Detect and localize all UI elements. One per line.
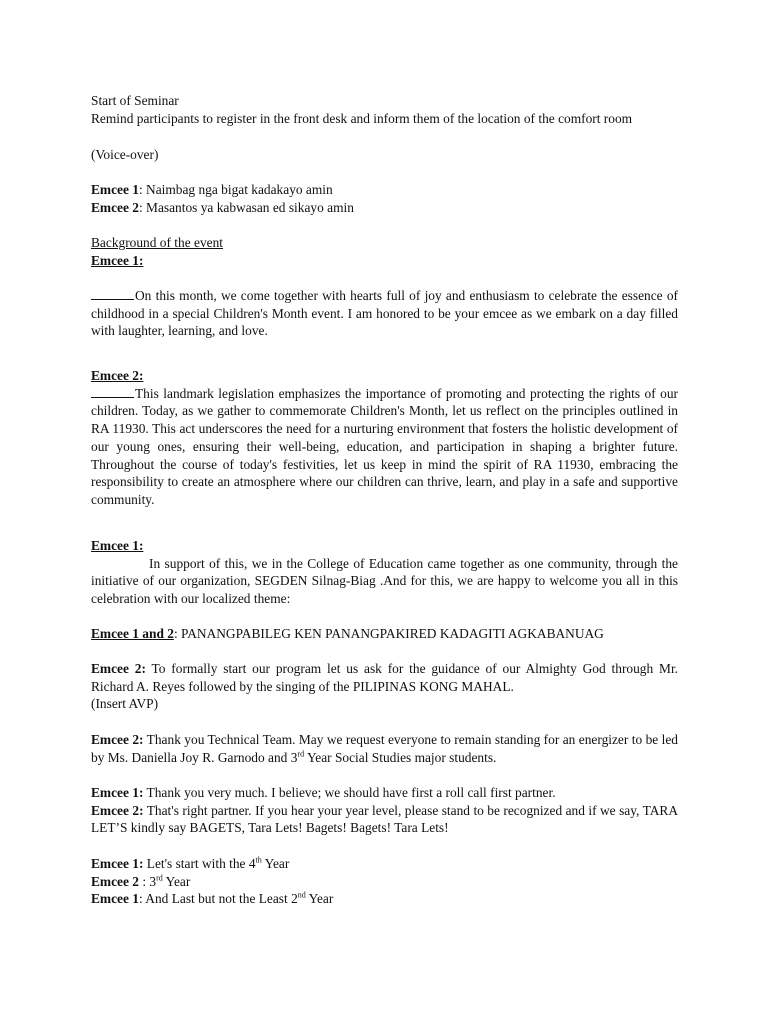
prayer-text-line — [91, 660, 678, 695]
rollcall-text: That's right partner. If you hear your year level, please stand to be recognized and if we say, TARA LET’S kindly say BAGETS, Tara Lets! Bagets! Bagets! Tara Lets! — [91, 802, 678, 836]
speaker-label: Emcee 1: — [91, 785, 144, 800]
theme-line — [91, 625, 678, 643]
thanks-section — [91, 731, 678, 766]
greetings — [91, 181, 678, 216]
greeting-text: : Naimbag nga bigat kadakayo amin — [138, 182, 333, 197]
start-title: Start of Seminar — [91, 93, 179, 108]
start-section — [91, 92, 678, 127]
emcee1-support-section — [91, 537, 678, 608]
greeting-text: : Masantos ya kabwasan ed sikayo amin — [138, 199, 354, 215]
paragraph-1-text: On this month, we come together with hearts full of joy and enthusiasm to celebrate the essence of childhood in a special Children's Month event. I am honored to be your emcee as we embark on a day filled with laughter, learning, and love. — [91, 288, 678, 339]
ordinal-suffix: rd — [156, 873, 163, 883]
paragraph-2 — [91, 385, 678, 509]
speaker-label: Emcee 1 — [91, 891, 139, 907]
voiceover-note: (Voice-over) — [91, 147, 159, 162]
greeting-line — [91, 181, 678, 199]
theme-text: : PANANGPABILEG KEN PANANGPAKIRED KADAGITI AGKABANUAG — [173, 626, 604, 641]
speaker-label: Emcee 2: — [91, 368, 144, 383]
paragraph-3-text: In support of this, we in the College of Education came together as one community, through the initiative of our organization, SEGDEN Silnag-Biag .And for this, we are happy to welcome you all in this celebration with our localized theme: — [91, 555, 678, 607]
speaker-label: Emcee 1: — [91, 538, 144, 553]
speaker-label: Emcee 2 — [91, 199, 139, 215]
speaker-label: Emcee 1: — [91, 856, 144, 871]
rollcall-line — [91, 802, 678, 837]
fill-in-blank — [91, 385, 134, 398]
emcee2-section — [91, 367, 678, 509]
background-heading: Background of the event — [91, 235, 224, 250]
paragraph-3 — [91, 555, 678, 608]
speaker-label: Emcee 2: — [91, 802, 144, 818]
thanks-text: Thank you Technical Team. May we request everyone to remain standing for an energizer to be led by Ms. Daniella Joy R. Garnodo and 3 — [91, 732, 678, 765]
rollcall-line — [91, 784, 678, 802]
speaker-label: Emcee 2: — [91, 661, 146, 676]
prayer-section — [91, 660, 678, 713]
speaker-label: Emcee 1 and 2 — [91, 626, 174, 641]
thanks-text-end: Year Social Studies major students. — [304, 749, 497, 765]
speaker-label: Emcee 2 — [91, 873, 139, 889]
ordinal-suffix: rd — [297, 749, 305, 759]
fill-in-blank — [91, 287, 134, 300]
year-line: Emcee 1: And Last but not the Least 2nd Year — [91, 890, 334, 907]
ordinal-suffix: nd — [297, 890, 306, 900]
speaker-label: Emcee 2: — [91, 732, 144, 747]
greeting-line — [91, 199, 678, 217]
start-remind: Remind participants to register in the front desk and inform them of the location of the comfort room — [91, 110, 633, 126]
rollcall-section — [91, 784, 678, 837]
year-line: Emcee 2 : 3rd Year — [91, 873, 191, 889]
year-levels — [91, 855, 678, 908]
paragraph-1 — [91, 287, 678, 340]
prayer-note: (Insert AVP) — [91, 696, 159, 712]
speaker-label: Emcee 1: — [91, 252, 144, 268]
paragraph-2-text: This landmark legislation emphasizes the importance of promoting and protecting the rights of our children. Today, as we gather to commemorate Children's Month, let us reflect on the principles outlined in RA 11930. This act underscores the need for a nurturing environment that fosters the holistic development of our young ones, ensuring their well-being, education, and participation in shaping a brighter future. Throughout the course of today's festivities, let us keep in mind the spirit of RA 11930, embracing the responsibility to create an atmosphere where our children can thrive, learn, and play in a safe and supportive community. — [91, 385, 678, 507]
prayer-text: To formally start our program let us ask for the guidance of our Almighty God through Mr. Richard A. Reyes followed by the singing of the PILIPINAS KONG MAHAL. — [91, 661, 679, 694]
speaker-label: Emcee 1 — [91, 182, 139, 197]
rollcall-text: Thank you very much. I believe; we should have first a roll call first partner. — [143, 785, 556, 800]
year-line: Emcee 1: Let's start with the 4th Year — [91, 855, 290, 871]
ordinal-suffix: th — [255, 855, 262, 865]
background-section — [91, 234, 678, 269]
